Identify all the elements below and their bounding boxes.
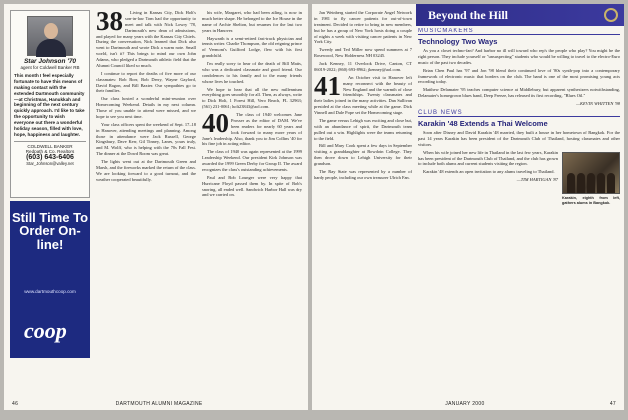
paragraph: We hope to hear that all the new millennium everything goes smoothly for all. Then, as always, write to Dick Holt, 1 Forest Hill, Vero Beach, FL 32963; (561) 231-0061; holt23843@aol.com. bbox=[202, 86, 302, 110]
coop-ad bbox=[10, 201, 90, 358]
section-head-club-news: CLUB NEWS bbox=[418, 110, 620, 117]
page-number-right: 47 bbox=[609, 401, 616, 407]
advertisement-column bbox=[10, 10, 90, 394]
agent-suit bbox=[36, 39, 66, 57]
company-phone: (603) 643-6406 bbox=[26, 153, 74, 161]
story-title: Karakin '48 Extends a Thai Welcome bbox=[418, 119, 548, 128]
paragraph: The Ray State was represented by a number of hardy people, including our own treasurer Ulrich Fan. bbox=[314, 168, 412, 180]
byline: —KEVIN WHITTEN '98 bbox=[576, 101, 620, 106]
paragraph: The game versus Lehigh was exciting and close but, with an abundance of spirit, the Dartmouth team pulled out a win. Highlights were the teams returning to the field. bbox=[314, 117, 412, 141]
agent-subtitle: agent for Coldwell Banker RB bbox=[20, 65, 80, 70]
class-notes-column-1 bbox=[96, 6, 196, 394]
paragraph: The lights went out at the Dartmouth Green and Marsh, and the fireworks marked the return of the class. We are looking forward to a good turnout, and the weather cooperated beautifully. bbox=[96, 159, 196, 182]
paragraph: The class of 1940 was again represented at the 1999 Leadership Weekend. Our president Kirk Johnson was awarded the 1999 Green Derby for Group II. The award recognizes the class's outstanding achievements. bbox=[202, 149, 302, 172]
paragraph: The class of 1940 welcomes Jane Prosser as the editor of DAM. We've been readers for nearly 60 years and look forward to many more years of Jane's leadership. Also, thank you to Jim Collins '40 for his fine job in acting editor. bbox=[202, 112, 302, 147]
coop-url: www.dartmouthcoop.com bbox=[24, 289, 76, 294]
paragraph: Bill and Mary Cook spent a few days in September visiting a granddaughter at Bowdoin College. They then drove down to Lehigh University for their grandson. bbox=[314, 143, 412, 166]
section-banner bbox=[416, 4, 624, 26]
class-year-40: 40 bbox=[202, 108, 229, 138]
paragraph: When his wife joined her new life in Thailand in the last few years, Karakin has been president of the Dartmouth Club of Thailand, and the club has grown to include both alums and current students visiting the region. bbox=[418, 149, 558, 167]
company-subtitle: Redpath & Co. Realtors bbox=[25, 148, 75, 154]
left-footer bbox=[4, 398, 308, 410]
class-notes-column-2 bbox=[202, 10, 302, 394]
paragraph: Paul and Bob Lounger were very happy that Hurricane Floyd passed them by. In spite of Bob's snoring, all ended well. Sandwich Harbor Hall was dry and we carried on. bbox=[202, 174, 302, 198]
issue-date: JANUARY 2000 bbox=[445, 401, 485, 407]
paragraph: Tweedy and Ted Miller now spend summers at 7 Rosewood, New Holderness NH 03245. bbox=[314, 47, 412, 59]
beyond-the-hill-column bbox=[418, 28, 620, 394]
paragraph: Matthew Delamater '95 teaches computer science at Middlebury, but apparent synthesizers notwithstanding, Delamater's homegrown blues band, Deep Freeze, has released its first recording, "Blues Oil." bbox=[418, 87, 620, 99]
class-year-38: 38 bbox=[96, 6, 123, 36]
right-footer bbox=[312, 398, 624, 410]
banner-seal-icon bbox=[604, 8, 618, 22]
paragraph: I continue to report the deaths of five more of our classmates: Bob Borr, Bob Derry, Wayne Gaylord, David Ragon, and Bill Baxter. Our sympathies go to their families. bbox=[96, 70, 196, 94]
agent-name: Star Johnson '70 bbox=[23, 58, 77, 65]
company-email: Star_Johnson@valley.net bbox=[26, 160, 74, 166]
photo-caption: Karakin, eighth from left, gathers alums in Bangkok. bbox=[562, 195, 620, 205]
paragraph: An October visit to Hanover left many reconnect with the beauty of New England and the warmth of close friendships. Twenty classmates and their ladies joined in the many activities. Dan Sullivan presided at the class meeting while at the game. Dick Vinnell and Dale Pope set the Homecoming stage. bbox=[314, 74, 412, 115]
paragraph: Jack Kenney, 11 Overlook Drive, Canton, CT 06019-2022; (860) 693-8962; jkenney@aol.com. bbox=[314, 61, 412, 72]
story-title: Technology Two Ways bbox=[418, 37, 498, 46]
paragraph: Brian Chen Paul has '97 and Jon '98 blend their continued love of '80s synth-pop into a contemporary framework of electronic music that borders on the club. The band is one of the most promising young acts recording today. bbox=[418, 67, 620, 85]
magazine-name: DARTMOUTH ALUMNI MAGAZINE bbox=[115, 401, 203, 407]
paragraph: I'm really sorry to hear of the death of Bill Matts, who was a dedicated classmate and good friend. Our condolences to his family and to the many friends whose lives he touched. bbox=[202, 61, 302, 84]
paragraph: Living in Kansas City, Dick Holt's son-in-law Tom had the opportunity to meet and talk with Nick Lowry '78, Dartmouth's new dean of admissions, and played for many years with the Kansas City Chiefs. During the conversation, Nick learned that Dick also went to Dartmouth and wrote Dick a warm note. Small world, isn't it? This brings to mind our own John Adams, who pledged a Dartmouth athletic field that the Alumni Council liked so much. bbox=[96, 10, 196, 68]
paragraph: Soon after Disney and David Karakin '48 married, they built a house in her hometown of Bangkok. For the past 14 years Karakin has been president of the Dartmouth Club of Thailand, hosting classmates and other visitors. bbox=[418, 130, 620, 147]
agent-message: This month I feel especially fortunate to have this means of making contact with the extended Dartmouth community—at Christmas, Hanukkah and beginning of the next century quickly approach. I'd like to take the opportunity to wish everyone out there a wonderful holiday season, filled with love, hope, happiness and laughter. bbox=[14, 73, 85, 137]
class-notes-column-3 bbox=[314, 10, 412, 394]
paragraph: As you a closet techno-fan? And harbor no ill will toward who rep's the people who play? You might be the right person. They include yourself or "unsuspecting" students who would be willing to travel to the electro-Euro music of the past two decades. bbox=[418, 48, 620, 65]
left-page bbox=[4, 4, 308, 410]
paragraph: Jan Weinberg started the Corporate Angel Network in 1981 to fly cancer patients for out-of-town treatment. Decided to retire to bring in new members, but he has a group of New York hosts doing a couple of nights a week with visiting cancer patients in New York City. bbox=[314, 10, 412, 45]
company-name: COLDWELL BANKER bbox=[27, 143, 73, 149]
right-page bbox=[312, 4, 624, 410]
coop-logo: coop bbox=[24, 318, 67, 343]
story-body bbox=[418, 48, 620, 99]
coop-headline: Still Time To Order On-line! bbox=[11, 210, 89, 252]
paragraph: his wife, Margaret, who had been ailing, is now in much better shape. He belonged to the Ice House in the name of Archie Shelton, but resumes for the last two years in Hanover. bbox=[202, 10, 302, 33]
byline: —TIM HARTIGAN '87 bbox=[516, 177, 558, 183]
realtor-ad bbox=[10, 10, 90, 198]
page-number-left: 46 bbox=[12, 401, 19, 407]
class-year-41: 41 bbox=[314, 70, 341, 101]
agent-face bbox=[44, 23, 58, 39]
paragraph: Haywarth is a semi-retired fast-track physician and tennis writer. Charlie Thompson, the old reigning prince of Vermont's Guilford Lodge, flew with his first grandchild. bbox=[202, 35, 302, 59]
paragraph: Your class officers spent the weekend of Sept. 17–18 in Hanover, attending meetings and planning. Among those in attendance were Jack Russell, George Kingsbury, Dave Kerr, Gil Tinney, Lanes, yours truly, and M. Wolff, who is helping with the 70s Fall Fest. The dinner at the Dowd Room was great. bbox=[96, 121, 196, 157]
agent-photo bbox=[27, 16, 73, 56]
paragraph: Karakin '48 extends an open invitation to any alums traveling to Thailand. bbox=[423, 169, 555, 175]
company-block bbox=[14, 141, 86, 166]
paragraph: Our class hosted a wonderful mini-reunion over Homecoming Weekend. Details in my next column. Those of you unable to attend were missed, and we hope to see you next time. bbox=[96, 96, 196, 119]
section-head-musicmakers: MUSICMAKERS bbox=[418, 28, 620, 35]
group-photo bbox=[562, 152, 620, 194]
banner-title: Beyond the Hill bbox=[428, 8, 509, 22]
